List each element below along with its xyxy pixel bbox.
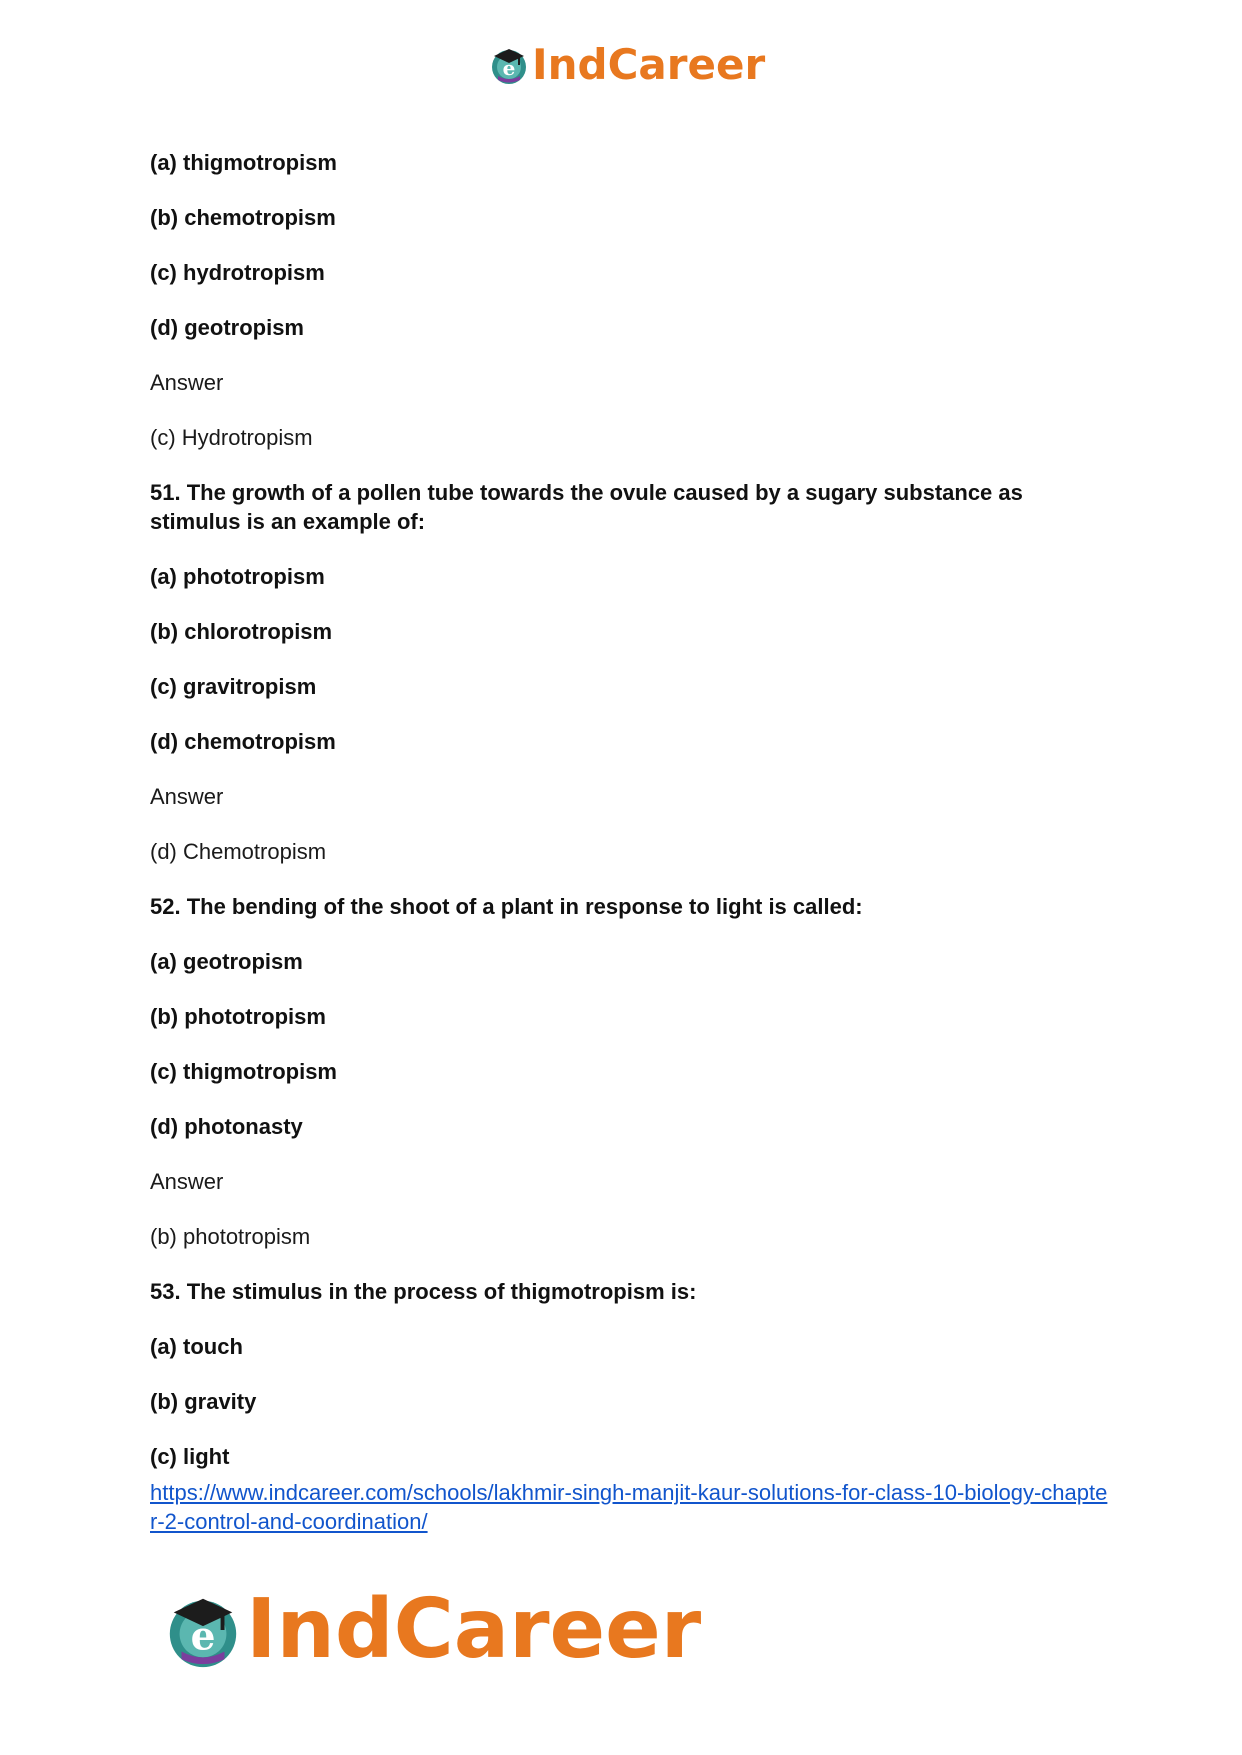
spacer xyxy=(150,397,1100,423)
spacer xyxy=(150,1251,1100,1277)
spacer xyxy=(150,976,1100,1002)
option-text: (a) phototropism xyxy=(150,564,325,589)
spacer xyxy=(150,1141,1100,1167)
spacer xyxy=(150,287,1100,313)
globe-graduate-icon xyxy=(488,44,530,86)
spacer xyxy=(150,1361,1100,1387)
option-text: (d) photonasty xyxy=(150,1114,303,1139)
question-text: 51. The growth of a pollen tube towards the ovule caused by a sugary substance as stimulus is an example of: xyxy=(150,480,1023,534)
source-link[interactable]: https://www.indcareer.com/schools/lakhmir-singh-manjit-kaur-solutions-for-class-10-biology-chapter-2-control-and-coordination/ xyxy=(150,1480,1108,1534)
question-text: 52. The bending of the shoot of a plant in response to light is called: xyxy=(150,894,863,919)
answer-text: (c) Hydrotropism xyxy=(150,425,313,450)
spacer xyxy=(150,646,1100,672)
option-text: (b) gravity xyxy=(150,1389,257,1414)
spacer xyxy=(150,756,1100,782)
option-text: (d) chemotropism xyxy=(150,729,336,754)
option-text: (c) light xyxy=(150,1444,230,1469)
answer-text: Answer xyxy=(150,1169,224,1194)
spacer xyxy=(150,232,1100,258)
spacer xyxy=(150,1196,1100,1222)
option-text: (a) geotropism xyxy=(150,949,303,974)
option-text: (a) touch xyxy=(150,1334,243,1359)
option-text: (d) geotropism xyxy=(150,315,304,340)
answer-text: (d) Chemotropism xyxy=(150,839,327,864)
option-text: (c) thigmotropism xyxy=(150,1059,337,1084)
answer-text: (b) phototropism xyxy=(150,1224,311,1249)
option-text: (c) gravitropism xyxy=(150,674,317,699)
question-text: 53. The stimulus in the process of thigmotropism is: xyxy=(150,1279,697,1304)
logo-wordmark: IndCareer xyxy=(532,40,766,89)
spacer xyxy=(150,1031,1100,1057)
spacer xyxy=(150,591,1100,617)
answer-text: Answer xyxy=(150,370,224,395)
svg-text:e: e xyxy=(502,56,516,80)
option-text: (a) thigmotropism xyxy=(150,150,337,175)
footer-logo xyxy=(162,1584,701,1676)
spacer xyxy=(150,1306,1100,1332)
spacer xyxy=(150,536,1100,562)
document-body xyxy=(150,148,1100,1471)
spacer xyxy=(150,1416,1100,1442)
spacer xyxy=(150,1086,1100,1112)
header-logo xyxy=(488,40,765,90)
spacer xyxy=(150,342,1100,368)
option-text: (b) phototropism xyxy=(150,1004,326,1029)
option-text: (c) hydrotropism xyxy=(150,260,325,285)
spacer xyxy=(150,452,1100,478)
svg-text:e: e xyxy=(190,1613,216,1660)
spacer xyxy=(150,866,1100,892)
spacer xyxy=(150,811,1100,837)
spacer xyxy=(150,177,1100,203)
spacer xyxy=(150,701,1100,727)
spacer xyxy=(150,921,1100,947)
option-text: (b) chemotropism xyxy=(150,205,336,230)
option-text: (b) chlorotropism xyxy=(150,619,333,644)
answer-text: Answer xyxy=(150,784,224,809)
globe-graduate-icon xyxy=(162,1589,244,1671)
logo-wordmark: IndCareer xyxy=(246,1582,702,1677)
